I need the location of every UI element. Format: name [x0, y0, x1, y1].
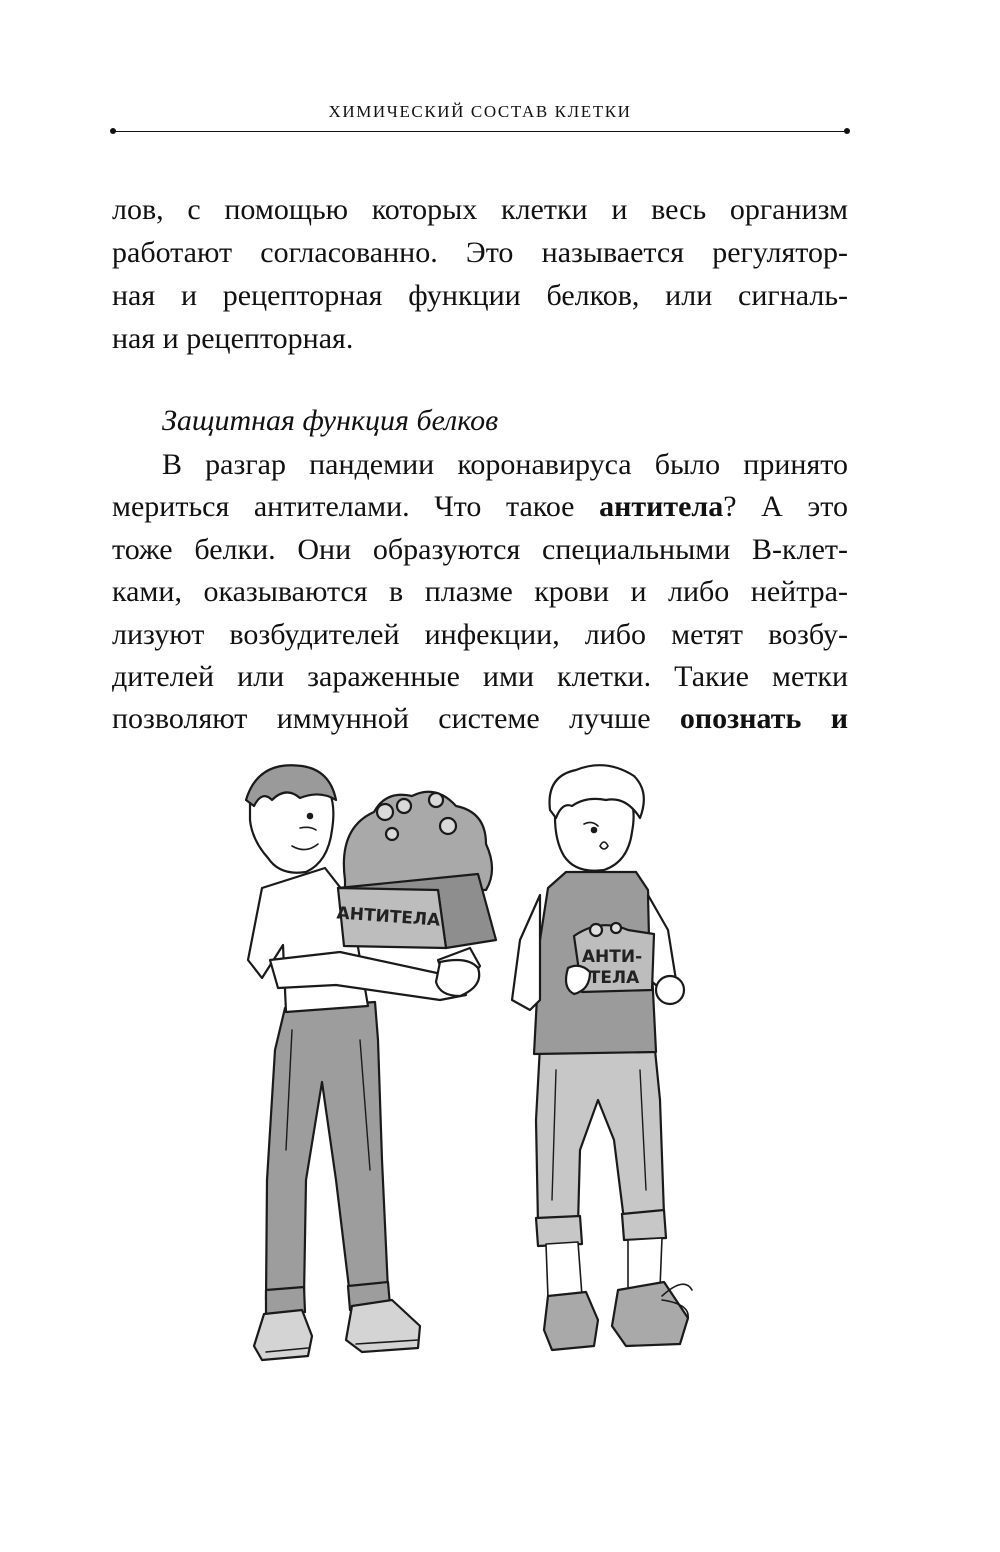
- text-line: лов, с помощью которых клетки и весь организм: [112, 193, 848, 226]
- bold-phrase: опознать и: [679, 702, 848, 735]
- text-line: лизуют возбудителей инфекции, либо метят возбу-: [112, 618, 848, 651]
- boy-left: [246, 765, 496, 1360]
- two-boys-illustration: [225, 760, 705, 1380]
- right-box-label-line1: АНТИ-: [581, 947, 643, 967]
- header-rule-dot-right: [844, 128, 850, 134]
- text-line: мериться антителами. Что такое антитела? А это: [112, 490, 848, 523]
- text-line: ками, оказываются в плазме крови и либо нейтра-: [112, 575, 848, 608]
- text-line: ная и рецепторная.: [112, 322, 354, 355]
- header-rule: [112, 131, 848, 132]
- text-line: В разгар пандемии коронавируса было принято: [162, 448, 848, 481]
- section-subheading: Защитная функция белков: [162, 404, 499, 437]
- right-box-label-line2: ТЕЛА: [588, 968, 640, 988]
- left-box-label: АНТИТЕЛА: [335, 903, 441, 931]
- text-line: тоже белки. Они образуются специальными B-клет-: [112, 533, 848, 566]
- running-head: ХИМИЧЕСКИЙ СОСТАВ КЛЕТКИ: [328, 102, 632, 121]
- header-rule-dot-left: [110, 128, 116, 134]
- text-line: работают согласованно. Это называется регулятор-: [112, 236, 848, 269]
- text-line: ная и рецепторная функции белков, или сигналь-: [112, 279, 848, 312]
- text-line: позволяют иммунной системе лучше опознать и: [112, 702, 848, 735]
- boy-right: [512, 765, 692, 1350]
- text-line: дителей или зараженные ими клетки. Такие метки: [112, 660, 848, 693]
- term-antibodies: антитела: [599, 490, 724, 523]
